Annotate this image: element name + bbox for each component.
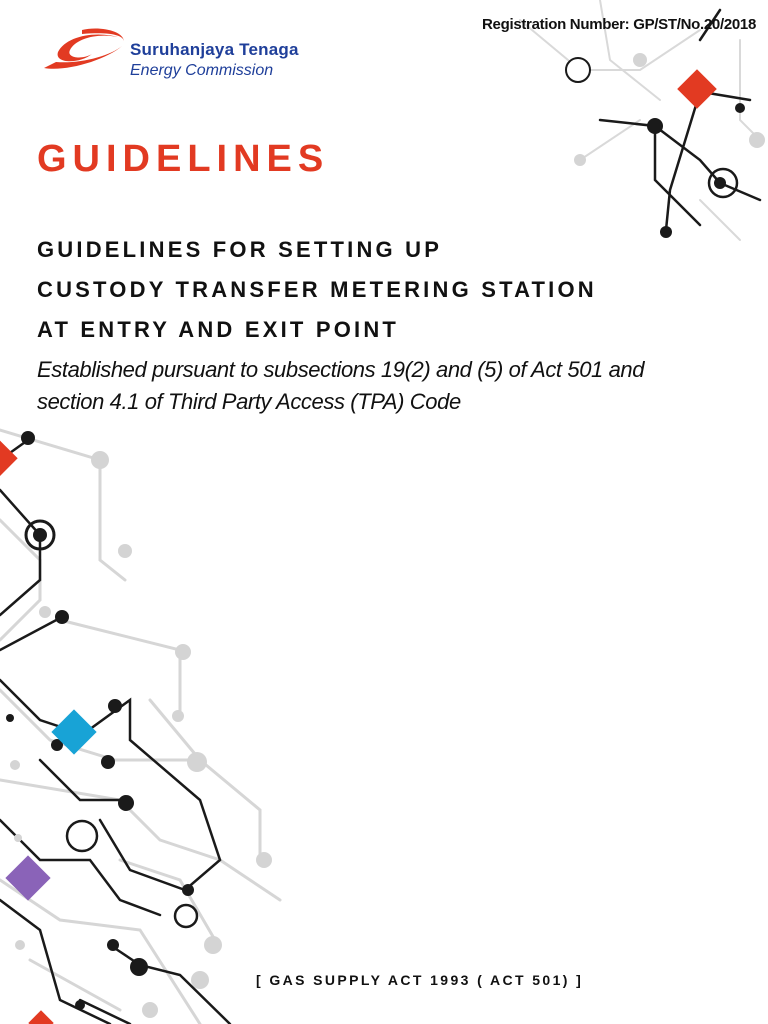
circuit-top-right-nodes (566, 53, 765, 238)
circuit-left-black (0, 440, 230, 1024)
document-title (37, 230, 727, 350)
established-statement (37, 354, 757, 418)
logo-name-malay: Suruhanjaya Tenaga (130, 40, 299, 59)
established-line: section 4.1 of Third Party Access (TPA) Code (37, 389, 461, 414)
title-line: CUSTODY TRANSFER METERING STATION (37, 277, 597, 302)
act-reference-footer: [ GAS SUPPLY ACT 1993 ( ACT 501) ] (256, 972, 584, 988)
title-line: AT ENTRY AND EXIT POINT (37, 317, 400, 342)
circuit-top-right (520, 0, 760, 240)
title-line: GUIDELINES FOR SETTING UP (37, 237, 443, 262)
document-type-heading: GUIDELINES (37, 138, 330, 180)
registration-number: Registration Number: GP/ST/No.20/2018 (482, 16, 756, 33)
established-line: Established pursuant to subsections 19(2) and (5) of Act 501 and (37, 357, 645, 382)
swoosh-logo-icon (36, 24, 128, 80)
logo-name-english: Energy Commission (130, 62, 274, 79)
energy-commission-logo (36, 24, 356, 84)
